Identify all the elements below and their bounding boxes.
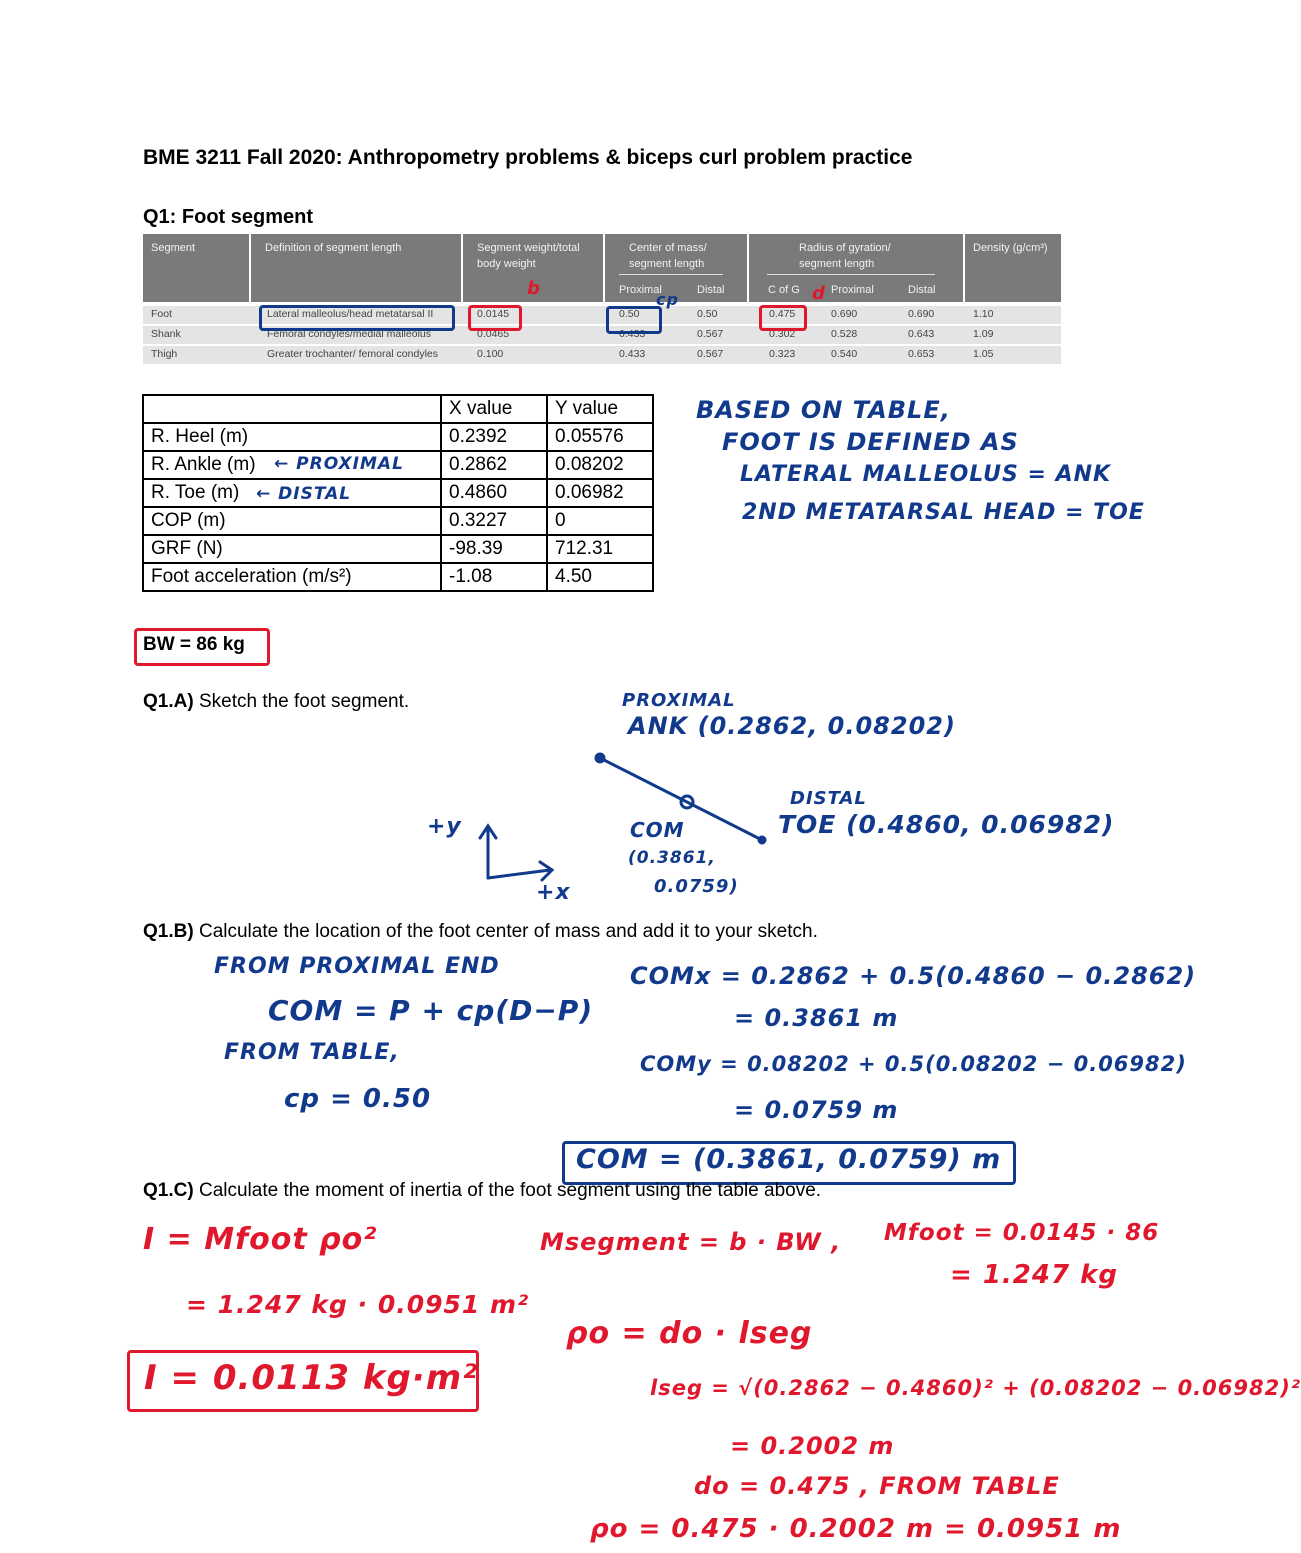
header-y: Y value [547, 395, 653, 423]
x-value: -1.08 [441, 563, 547, 591]
header-segment: Segment [151, 242, 196, 254]
header-com-2: segment length [629, 258, 705, 270]
cell-segment: Shank [151, 328, 181, 340]
row-label: R. Heel (m) [143, 423, 441, 451]
header-rog-cofg: C of G [768, 284, 800, 296]
annotation-cp: cp [656, 290, 679, 309]
body-weight: BW = 86 kg [143, 634, 245, 655]
do-value: do = 0.475 , FROM TABLE [694, 1472, 1060, 1500]
cell-cofg: 0.475 [769, 308, 796, 320]
q1-heading: Q1: Foot segment [143, 206, 314, 228]
row-label: R. Ankle (m) [151, 454, 256, 475]
question-a-text: Sketch the foot segment. [193, 691, 410, 712]
y-value: 4.50 [547, 563, 653, 591]
question-c [143, 1180, 821, 1202]
header-weight-1: Segment weight/total [477, 242, 580, 254]
from-table-note: FROM TABLE, [224, 1040, 400, 1065]
cell-rog-distal: 0.653 [908, 348, 935, 360]
ankle-point [596, 754, 604, 762]
cell-rog-distal: 0.643 [908, 328, 935, 340]
comx-result: = 0.3861 m [734, 1004, 899, 1032]
from-proximal-note: FROM PROXIMAL END [214, 954, 500, 979]
toe-point [759, 837, 765, 843]
sketch-com-label: COM [630, 818, 685, 842]
note-line-2: FOOT IS DEFINED AS [722, 428, 1019, 456]
cell-com-proximal: 0.50 [619, 308, 640, 320]
header-x: X value [441, 395, 547, 423]
question-c-text: Calculate the moment of inertia of the foot segment using the table above. [193, 1180, 822, 1201]
header-density: Density (g/cm³) [973, 242, 1048, 254]
header-rog-2: segment length [799, 258, 875, 270]
x-axis-arrow [488, 862, 552, 880]
proximal-annotation: ← PROXIMAL [274, 454, 404, 474]
header-rog-1: Radius of gyration/ [799, 242, 891, 254]
msegment-equation: Msegment = b · BW , [540, 1228, 842, 1256]
com-equation: COM = P + cp(D−P) [268, 994, 594, 1027]
axis-y-label: +y [427, 814, 462, 839]
x-value: 0.3227 [441, 507, 547, 535]
cell-definition: Femoral condyles/medial malleolus [267, 328, 431, 340]
cell-rog-proximal: 0.690 [831, 308, 858, 320]
header-weight-2: body weight [477, 258, 536, 270]
header-com-proximal: Proximal [619, 284, 662, 296]
annotation-b: b [527, 278, 541, 299]
note-line-3: LATERAL MALLEOLUS = ANK [740, 462, 1112, 487]
question-b [143, 921, 818, 943]
sketch-proximal-label: PROXIMAL [622, 690, 736, 711]
sketch-toe-label: TOE (0.4860, 0.06982) [778, 810, 1115, 839]
mfoot-result: = 1.247 kg [950, 1260, 1119, 1290]
cell-density: 1.05 [973, 348, 994, 360]
distal-annotation: ← DISTAL [256, 484, 352, 504]
row-label: COP (m) [143, 507, 441, 535]
cp-value: cp = 0.50 [284, 1084, 432, 1114]
row-label: Foot acceleration (m/s²) [143, 563, 441, 591]
header-rog-distal: Distal [908, 284, 936, 296]
question-a-label: Q1.A) [143, 691, 194, 712]
cell-segment: Foot [151, 308, 173, 320]
sketch-com-y: 0.0759) [654, 876, 739, 897]
header-rog-proximal: Proximal [831, 284, 874, 296]
inertia-final-result: I = 0.0113 kg·m² [144, 1358, 479, 1398]
cell-definition: Greater trochanter/ femoral condyles [267, 348, 438, 360]
rho-result: ρo = 0.475 · 0.2002 m = 0.0951 m [590, 1514, 1122, 1544]
x-value: 0.2862 [441, 451, 547, 479]
lseg-result: = 0.2002 m [730, 1432, 895, 1460]
rho-equation: ρo = do · lseg [566, 1316, 813, 1351]
y-axis-arrow [480, 826, 496, 878]
cell-density: 1.10 [973, 308, 994, 320]
mfoot-equation: Mfoot = 0.0145 · 86 [884, 1220, 1160, 1246]
cell-com-proximal: 0.433 [619, 328, 646, 340]
inertia-substitution: = 1.247 kg · 0.0951 m² [186, 1290, 530, 1319]
y-value: 0.05576 [547, 423, 653, 451]
cell-com-distal: 0.567 [697, 348, 724, 360]
comy-result: = 0.0759 m [734, 1096, 899, 1124]
comx-equation: COMx = 0.2862 + 0.5(0.4860 − 0.2862) [630, 962, 1197, 990]
cell-segment: Thigh [151, 348, 178, 360]
sketch-ankle-label: ANK (0.2862, 0.08202) [628, 712, 956, 740]
x-value: 0.2392 [441, 423, 547, 451]
annotation-do: d [812, 283, 826, 304]
row-label: GRF (N) [143, 535, 441, 563]
cell-com-distal: 0.50 [697, 308, 718, 320]
x-value: 0.4860 [441, 479, 547, 507]
cell-cofg: 0.323 [769, 348, 796, 360]
y-value: 0.08202 [547, 451, 653, 479]
y-value: 712.31 [547, 535, 653, 563]
sketch-distal-label: DISTAL [790, 788, 867, 809]
cell-density: 1.09 [973, 328, 994, 340]
header-com-distal: Distal [697, 284, 725, 296]
com-final-result: COM = (0.3861, 0.0759) m [576, 1144, 1002, 1175]
x-value: -98.39 [441, 535, 547, 563]
question-c-label: Q1.C) [143, 1180, 194, 1201]
question-b-text: Calculate the location of the foot center of mass and add it to your sketch. [193, 921, 818, 942]
cell-rog-distal: 0.690 [908, 308, 935, 320]
cell-weight: 0.100 [477, 348, 504, 360]
cell-com-distal: 0.567 [697, 328, 724, 340]
cell-weight: 0.0465 [477, 328, 510, 340]
cell-rog-proximal: 0.540 [831, 348, 858, 360]
cell-cofg: 0.302 [769, 328, 796, 340]
question-b-label: Q1.B) [143, 921, 194, 942]
sketch-com-x: (0.3861, [628, 848, 716, 868]
cell-rog-proximal: 0.528 [831, 328, 858, 340]
comy-equation: COMy = 0.08202 + 0.5(0.08202 − 0.06982) [640, 1052, 1187, 1076]
cell-weight: 0.0145 [477, 308, 510, 320]
y-value: 0.06982 [547, 479, 653, 507]
header-com-1: Center of mass/ [629, 242, 707, 254]
axis-x-label: +x [536, 880, 571, 905]
row-label: R. Toe (m) [151, 482, 240, 503]
page-title: BME 3211 Fall 2020: Anthropometry problems & biceps curl problem practice [143, 146, 913, 169]
lseg-equation: lseg = √(0.2862 − 0.4860)² + (0.08202 − 0.06982)² [650, 1376, 1301, 1400]
header-definition: Definition of segment length [265, 242, 402, 254]
inertia-equation: I = Mfoot ρo² [143, 1222, 378, 1257]
note-line-4: 2ND METATARSAL HEAD = TOE [742, 500, 1145, 525]
cell-com-proximal: 0.433 [619, 348, 646, 360]
cell-definition: Lateral malleolus/head metatarsal II [267, 308, 434, 320]
note-line-1: BASED ON TABLE, [696, 396, 951, 424]
y-value: 0 [547, 507, 653, 535]
